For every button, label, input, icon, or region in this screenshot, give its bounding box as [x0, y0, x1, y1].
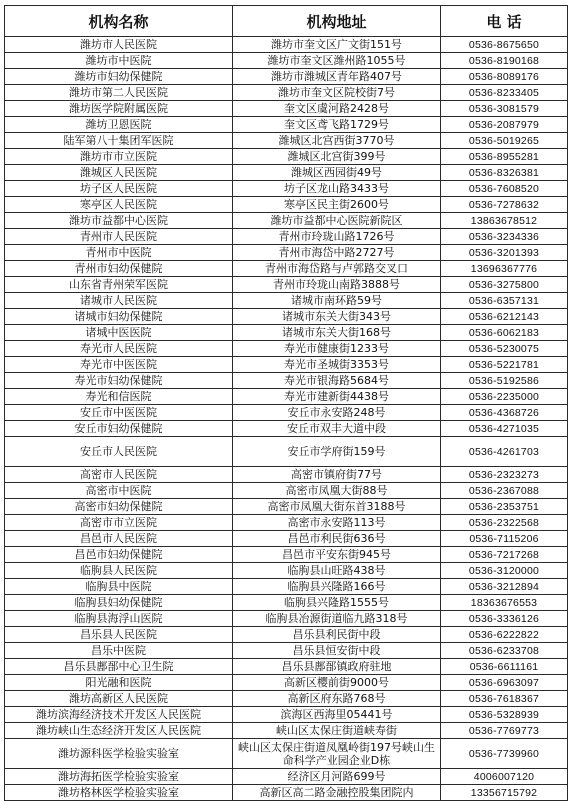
table-row	[5, 563, 568, 579]
institution-address-cell: 临朐县兴隆路166号	[233, 579, 441, 595]
table-row	[5, 483, 568, 499]
table-row	[5, 627, 568, 643]
institution-name-cell: 临朐县中医院	[5, 579, 233, 595]
phone-cell: 0536-2353751	[441, 499, 568, 515]
institution-name-cell: 潍坊海拓医学检验实验室	[5, 769, 233, 785]
table-row	[5, 293, 568, 309]
phone-cell: 18363676553	[441, 595, 568, 611]
institution-name-cell: 寿光市妇幼保健院	[5, 373, 233, 389]
institution-name-cell: 昌乐县人民医院	[5, 627, 233, 643]
institution-name-cell: 诸城市妇幼保健院	[5, 309, 233, 325]
phone-cell: 0536-7115206	[441, 531, 568, 547]
phone-cell: 0536-6357131	[441, 293, 568, 309]
table-row	[5, 325, 568, 341]
institution-name-cell: 山东省青州荣军医院	[5, 277, 233, 293]
institution-address-cell: 高新区樱前街9000号	[233, 675, 441, 691]
phone-cell: 0536-7217268	[441, 547, 568, 563]
phone-cell: 0536-3081579	[441, 101, 568, 117]
institution-name-cell: 昌邑市妇幼保健院	[5, 547, 233, 563]
table-row	[5, 197, 568, 213]
table-row	[5, 69, 568, 85]
phone-cell: 0536-3234336	[441, 229, 568, 245]
table-row	[5, 37, 568, 53]
table-row	[5, 309, 568, 325]
institution-name-cell: 高密市中医院	[5, 483, 233, 499]
institution-name-cell: 高密市市立医院	[5, 515, 233, 531]
table-row	[5, 373, 568, 389]
institution-address-cell: 临朐县兴隆路1555号	[233, 595, 441, 611]
institution-name-cell: 诸城中医医院	[5, 325, 233, 341]
table-row	[5, 691, 568, 707]
phone-cell: 0536-6963097	[441, 675, 568, 691]
hospital-directory-sheet	[4, 5, 567, 801]
table-row	[5, 53, 568, 69]
phone-cell: 0536-8233405	[441, 85, 568, 101]
institution-name-cell: 诸城市人民医院	[5, 293, 233, 309]
institution-address-cell: 昌邑市平安东街945号	[233, 547, 441, 563]
institution-name-cell: 潍坊市中医院	[5, 53, 233, 69]
institution-name-cell: 昌乐中医院	[5, 643, 233, 659]
table-row	[5, 133, 568, 149]
institution-address-cell: 寿光市健康街1233号	[233, 341, 441, 357]
table-row	[5, 277, 568, 293]
phone-cell: 0536-6222822	[441, 627, 568, 643]
table-row	[5, 595, 568, 611]
institution-name-cell: 安丘市中医医院	[5, 405, 233, 421]
institution-address-cell: 安丘市学府街159号	[233, 437, 441, 467]
table-row	[5, 389, 568, 405]
institution-name-cell: 安丘市妇幼保健院	[5, 421, 233, 437]
institution-name-cell: 潍坊市妇幼保健院	[5, 69, 233, 85]
institution-name-cell: 潍坊医学院附属医院	[5, 101, 233, 117]
phone-cell: 0536-6611161	[441, 659, 568, 675]
phone-cell: 0536-8955281	[441, 149, 568, 165]
institution-address-cell: 峡山区太保庄街道凤凰岭街197号峡山生命科学产业园企业D栋	[233, 739, 441, 769]
table-row	[5, 181, 568, 197]
phone-cell: 0536-7278632	[441, 197, 568, 213]
phone-cell: 0536-7769773	[441, 723, 568, 739]
hospital-directory-table	[4, 5, 568, 801]
table-row	[5, 723, 568, 739]
phone-cell: 0536-4261703	[441, 437, 568, 467]
table-row	[5, 165, 568, 181]
table-row	[5, 149, 568, 165]
institution-address-cell: 诸城市东关大街168号	[233, 325, 441, 341]
institution-name-cell: 昌乐县鄌郚中心卫生院	[5, 659, 233, 675]
institution-address-cell: 潍坊市奎文区院校街7号	[233, 85, 441, 101]
phone-cell: 0536-6062183	[441, 325, 568, 341]
phone-cell: 0536-5328939	[441, 707, 568, 723]
phone-cell: 0536-7618367	[441, 691, 568, 707]
table-row	[5, 117, 568, 133]
phone-cell: 0536-5192586	[441, 373, 568, 389]
institution-address-cell: 青州市海岱中路2727号	[233, 245, 441, 261]
institution-address-cell: 寒亭区民主街2600号	[233, 197, 441, 213]
institution-name-cell: 潍坊高新区人民医院	[5, 691, 233, 707]
institution-address-cell: 青州市玲珑山南路3888号	[233, 277, 441, 293]
institution-address-cell: 潍坊市潍城区青年路407号	[233, 69, 441, 85]
phone-cell: 0536-5230075	[441, 341, 568, 357]
table-row	[5, 579, 568, 595]
header-institution-name: 机构名称	[5, 6, 233, 37]
institution-address-cell: 昌乐县鄌郚镇政府驻地	[233, 659, 441, 675]
header-institution-address: 机构地址	[233, 6, 441, 37]
institution-address-cell: 高新区高二路金融控股集团院内	[233, 785, 441, 801]
institution-address-cell: 高密市永安路113号	[233, 515, 441, 531]
institution-name-cell: 潍坊市人民医院	[5, 37, 233, 53]
institution-name-cell: 青州市妇幼保健院	[5, 261, 233, 277]
table-row	[5, 531, 568, 547]
phone-cell: 0536-2322568	[441, 515, 568, 531]
phone-cell: 0536-7608520	[441, 181, 568, 197]
institution-address-cell: 高密市凤凰大街东首3188号	[233, 499, 441, 515]
phone-cell: 13696367776	[441, 261, 568, 277]
institution-address-cell: 昌邑市利民街636号	[233, 531, 441, 547]
table-row	[5, 659, 568, 675]
header-phone: 电 话	[441, 6, 568, 37]
institution-address-cell: 峡山区太保庄街道峡寿街	[233, 723, 441, 739]
institution-address-cell: 诸城市东关大街343号	[233, 309, 441, 325]
table-row	[5, 515, 568, 531]
table-row	[5, 85, 568, 101]
institution-address-cell: 青州市玲珑山路1726号	[233, 229, 441, 245]
table-row	[5, 769, 568, 785]
phone-cell: 13863678512	[441, 213, 568, 229]
institution-address-cell: 临朐县山旺路438号	[233, 563, 441, 579]
table-row	[5, 547, 568, 563]
table-row	[5, 357, 568, 373]
institution-address-cell: 潍城区北宫街399号	[233, 149, 441, 165]
institution-address-cell: 潍坊市奎文区广文街151号	[233, 37, 441, 53]
institution-address-cell: 潍城区西园街49号	[233, 165, 441, 181]
institution-address-cell: 安丘市永安路248号	[233, 405, 441, 421]
institution-address-cell: 潍坊市奎文区潍州路1055号	[233, 53, 441, 69]
phone-cell: 13356715792	[441, 785, 568, 801]
table-row	[5, 785, 568, 801]
table-row	[5, 707, 568, 723]
institution-name-cell: 潍坊市市立医院	[5, 149, 233, 165]
table-row	[5, 341, 568, 357]
institution-name-cell: 昌邑市人民医院	[5, 531, 233, 547]
phone-cell: 0536-3275800	[441, 277, 568, 293]
phone-cell: 0536-8326381	[441, 165, 568, 181]
institution-name-cell: 高密市妇幼保健院	[5, 499, 233, 515]
institution-address-cell: 诸城市南环路59号	[233, 293, 441, 309]
institution-address-cell: 高密市凤凰大街88号	[233, 483, 441, 499]
institution-address-cell: 坊子区龙山路3433号	[233, 181, 441, 197]
phone-cell: 0536-2367088	[441, 483, 568, 499]
institution-name-cell: 潍坊市益都中心医院	[5, 213, 233, 229]
phone-cell: 0536-2323273	[441, 467, 568, 483]
institution-name-cell: 寿光市人民医院	[5, 341, 233, 357]
institution-name-cell: 临朐县海浮山医院	[5, 611, 233, 627]
institution-address-cell: 高密市镇府街77号	[233, 467, 441, 483]
institution-name-cell: 潍坊卫恩医院	[5, 117, 233, 133]
table-row	[5, 499, 568, 515]
institution-address-cell: 滨海区西海里05441号	[233, 707, 441, 723]
phone-cell: 0536-3212894	[441, 579, 568, 595]
institution-name-cell: 阳光融和医院	[5, 675, 233, 691]
phone-cell: 0536-2235000	[441, 389, 568, 405]
institution-name-cell: 潍坊格林医学检验实验室	[5, 785, 233, 801]
table-row	[5, 643, 568, 659]
phone-cell: 4006007120	[441, 769, 568, 785]
institution-name-cell: 临朐县妇幼保健院	[5, 595, 233, 611]
header-row	[5, 6, 568, 37]
institution-name-cell: 陆军第八十集团军医院	[5, 133, 233, 149]
table-row	[5, 739, 568, 769]
institution-name-cell: 潍坊滨海经济技术开发区人民医院	[5, 707, 233, 723]
table-row	[5, 675, 568, 691]
institution-address-cell: 昌乐县恒安街中段	[233, 643, 441, 659]
phone-cell: 0536-3120000	[441, 563, 568, 579]
table-row	[5, 101, 568, 117]
phone-cell: 0536-7739960	[441, 739, 568, 769]
institution-address-cell: 寿光市圣城街3353号	[233, 357, 441, 373]
institution-name-cell: 青州市中医院	[5, 245, 233, 261]
institution-address-cell: 高新区府东路768号	[233, 691, 441, 707]
phone-cell: 0536-4271035	[441, 421, 568, 437]
institution-name-cell: 临朐县人民医院	[5, 563, 233, 579]
institution-name-cell: 坊子区人民医院	[5, 181, 233, 197]
institution-name-cell: 安丘市人民医院	[5, 437, 233, 467]
phone-cell: 0536-6233708	[441, 643, 568, 659]
institution-name-cell: 潍坊峡山生态经济开发区人民医院	[5, 723, 233, 739]
institution-name-cell: 高密市人民医院	[5, 467, 233, 483]
institution-name-cell: 青州市人民医院	[5, 229, 233, 245]
institution-address-cell: 寿光市建新街4438号	[233, 389, 441, 405]
institution-address-cell: 青州市海岱路与卢郭路交叉口	[233, 261, 441, 277]
table-row	[5, 245, 568, 261]
phone-cell: 0536-6212143	[441, 309, 568, 325]
phone-cell: 0536-8675650	[441, 37, 568, 53]
institution-name-cell: 潍坊源科医学检验实验室	[5, 739, 233, 769]
institution-address-cell: 潍城区北宫西街3770号	[233, 133, 441, 149]
institution-address-cell: 奎文区虞河路2428号	[233, 101, 441, 117]
phone-cell: 0536-3336126	[441, 611, 568, 627]
institution-name-cell: 寒亭区人民医院	[5, 197, 233, 213]
institution-address-cell: 昌乐县利民街中段	[233, 627, 441, 643]
institution-address-cell: 奎文区鸢飞路1729号	[233, 117, 441, 133]
table-row	[5, 611, 568, 627]
institution-address-cell: 临朐县冶源街道临九路318号	[233, 611, 441, 627]
table-row	[5, 229, 568, 245]
phone-cell: 0536-3201393	[441, 245, 568, 261]
table-row	[5, 405, 568, 421]
phone-cell: 0536-4368726	[441, 405, 568, 421]
phone-cell: 0536-5019265	[441, 133, 568, 149]
institution-name-cell: 潍城区人民医院	[5, 165, 233, 181]
phone-cell: 0536-8089176	[441, 69, 568, 85]
institution-address-cell: 经济区月河路699号	[233, 769, 441, 785]
phone-cell: 0536-5221781	[441, 357, 568, 373]
institution-address-cell: 安丘市双丰大道中段	[233, 421, 441, 437]
table-row	[5, 421, 568, 437]
institution-address-cell: 潍坊市益都中心医院新院区	[233, 213, 441, 229]
table-row	[5, 213, 568, 229]
table-row	[5, 437, 568, 467]
phone-cell: 0536-8190168	[441, 53, 568, 69]
institution-name-cell: 潍坊市第二人民医院	[5, 85, 233, 101]
table-row	[5, 467, 568, 483]
institution-name-cell: 寿光市中医医院	[5, 357, 233, 373]
table-row	[5, 261, 568, 277]
institution-address-cell: 寿光市银海路5684号	[233, 373, 441, 389]
institution-name-cell: 寿光和信医院	[5, 389, 233, 405]
phone-cell: 0536-2087979	[441, 117, 568, 133]
